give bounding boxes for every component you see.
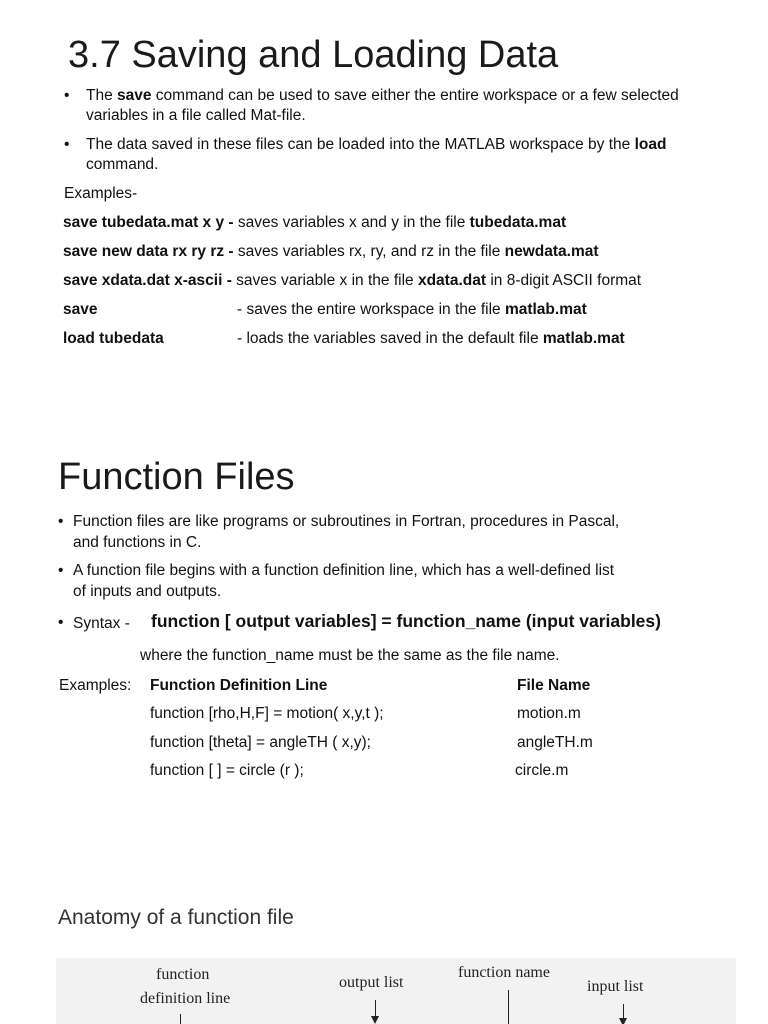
bullet-save-line1: The save command can be used to save either the entire workspace or a few selected — [86, 87, 679, 104]
table-cell-file: motion.m — [517, 705, 581, 722]
diagram-label-output-list: output list — [339, 974, 404, 991]
table-cell-definition: function [theta] = angleTH ( x,y); — [150, 734, 371, 751]
example-line: save new data rx ry rz - saves variables rx, ry, and rz in the file newdata.mat — [63, 243, 599, 260]
diagram-label-input-list: input list — [587, 978, 644, 995]
diagram-arrow — [371, 1016, 379, 1024]
bullet-function-files-line2: and functions in C. — [73, 534, 202, 551]
examples-label: Examples- — [64, 185, 138, 202]
table-cell-file: angleTH.m — [517, 734, 593, 751]
table-cell-definition: function [ ] = circle (r ); — [150, 762, 304, 779]
column-header-definition: Function Definition Line — [150, 677, 328, 694]
bullet-marker: • — [64, 136, 70, 153]
table-cell-definition: function [rho,H,F] = motion( x,y,t ); — [150, 705, 384, 722]
example-line: save tubedata.mat x y - saves variables x and y in the file tubedata.mat — [63, 214, 567, 231]
example-line: save xdata.dat x-ascii - saves variable x in the file xdata.dat in 8-digit ASCII format — [63, 272, 642, 289]
diagram-label-definition-line: definition line — [140, 990, 231, 1007]
bullet-marker: • — [58, 513, 64, 530]
column-header-file-name: File Name — [517, 677, 591, 694]
example-desc-save: - saves the entire workspace in the file matlab.mat — [237, 301, 587, 318]
bullet-marker: • — [58, 562, 64, 579]
bullet-definition-line1: A function file begins with a function definition line, which has a well-defined list — [73, 562, 615, 579]
diagram-pointer-line — [180, 1014, 181, 1024]
diagram-pointer-line — [375, 1000, 376, 1016]
anatomy-diagram — [56, 958, 736, 1024]
diagram-pointer-line — [623, 1004, 624, 1018]
bullet-function-files-line1: Function files are like programs or subroutines in Fortran, procedures in Pascal, — [73, 513, 620, 530]
diagram-pointer-line — [508, 990, 509, 1024]
table-cell-file: circle.m — [515, 762, 569, 779]
diagram-label-function: function — [156, 966, 210, 983]
section-title-saving-loading: 3.7 Saving and Loading Data — [68, 34, 559, 76]
bullet-marker: • — [64, 87, 70, 104]
bullet-load-line1: The data saved in these files can be loaded into the MATLAB workspace by the load — [86, 136, 667, 153]
examples-label: Examples: — [59, 677, 132, 694]
diagram-label-function-name: function name — [458, 964, 550, 981]
bullet-definition-line2: of inputs and outputs. — [73, 583, 222, 600]
example-desc-load: - loads the variables saved in the default file matlab.mat — [237, 330, 625, 347]
bullet-save-line2: variables in a file called Mat-file. — [86, 107, 306, 124]
section-title-function-files: Function Files — [58, 456, 295, 498]
example-cmd-load: load tubedata — [63, 330, 164, 347]
diagram-arrow — [619, 1018, 627, 1024]
section-title-anatomy: Anatomy of a function file — [58, 906, 294, 929]
bullet-load-line2: command. — [86, 156, 159, 173]
bullet-marker: • — [58, 614, 64, 631]
syntax-signature: function [ output variables] = function_name (input variables) — [151, 611, 661, 631]
syntax-label: Syntax - — [73, 615, 130, 632]
example-cmd-save: save — [63, 301, 98, 318]
syntax-note: where the function_name must be the same as the file name. — [140, 647, 560, 664]
